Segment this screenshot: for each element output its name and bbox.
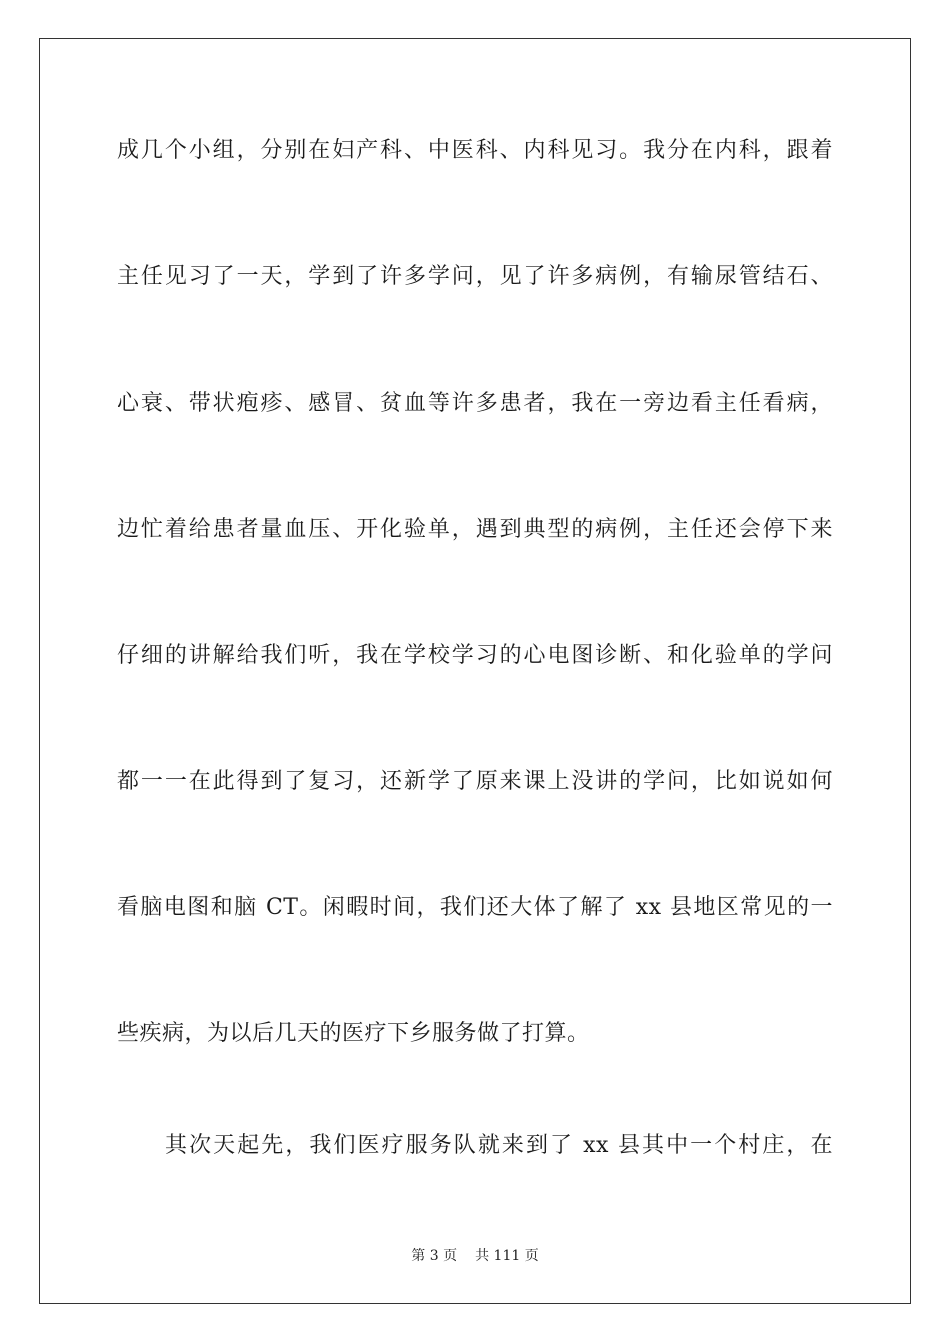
page-number: 第 3 页 (411, 1248, 458, 1264)
paragraph-line-2: 主任见习了一天，学到了许多学问，见了许多病例，有输尿管结石、 (117, 264, 833, 289)
paragraph-line-6: 都一一在此得到了复习，还新学了原来课上没讲的学问，比如说如何 (117, 769, 833, 794)
paragraph-line-7: 看脑电图和脑 CT。闲暇时间，我们还大体了解了 xx 县地区常见的一 (117, 895, 833, 920)
paragraph-line-8: 些疾病，为以后几天的医疗下乡服务做了打算。 (117, 1021, 590, 1046)
page-total: 共 111 页 (475, 1248, 539, 1264)
paragraph-line-4: 边忙着给患者量血压、开化验单，遇到典型的病例，主任还会停下来 (117, 517, 833, 542)
page-border (39, 38, 911, 1304)
paragraph-line-1: 成几个小组，分别在妇产科、中医科、内科见习。我分在内科，跟着 (117, 138, 833, 163)
paragraph-line-3: 心衰、带状疱疹、感冒、贫血等许多患者，我在一旁边看主任看病， (117, 391, 833, 416)
paragraph-line-5: 仔细的讲解给我们听，我在学校学习的心电图诊断、和化验单的学问 (117, 643, 833, 668)
page-footer (0, 1246, 950, 1266)
paragraph-line-9: 其次天起先，我们医疗服务队就来到了 xx 县其中一个村庄，在 (165, 1133, 833, 1158)
